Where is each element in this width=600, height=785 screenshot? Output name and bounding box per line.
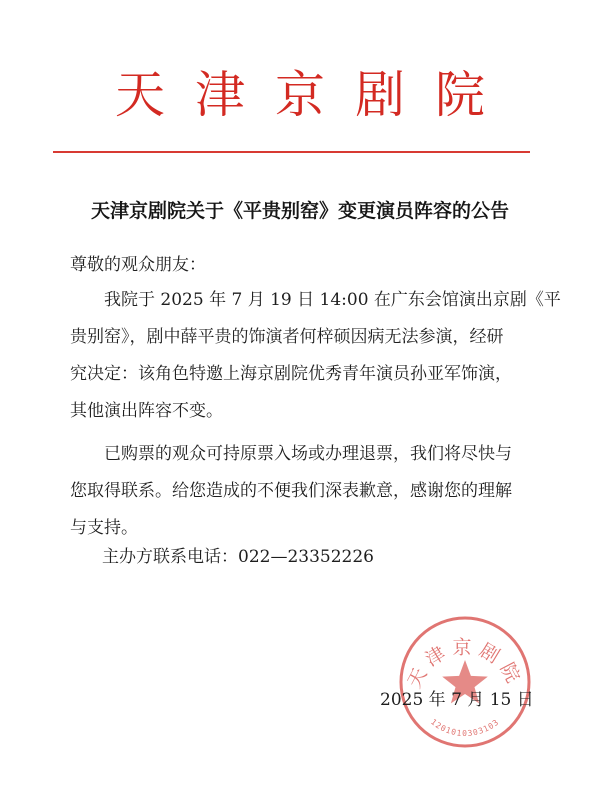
notice-title: 天津京剧院关于《平贵别窑》变更演员阵容的公告 xyxy=(90,200,509,222)
paragraph-1 xyxy=(70,282,561,430)
paragraph-2-line: 已购票的观众可持原票入场或办理退票，我们将尽快与 xyxy=(70,444,512,464)
letterhead-rule xyxy=(53,151,530,153)
paragraph-1-line: 其他演出阵容不变。 xyxy=(70,401,223,421)
seal-serial-textpath: 1201010303103 xyxy=(429,717,501,738)
notice-date: 2025 年 7 月 15 日 xyxy=(380,690,534,710)
paragraph-2-line: 您取得联系。给您造成的不便我们深表歉意，感谢您的理解 xyxy=(70,481,512,501)
seal-org-textpath: 天津京剧院 xyxy=(403,636,527,692)
paragraph-1-line: 贵别窑》，剧中薛平贵的饰演者何梓硕因病无法参演，经研 xyxy=(70,327,504,347)
paragraph-1-line: 究决定：该角色特邀上海京剧院优秀青年演员孙亚军饰演， xyxy=(70,364,512,384)
greeting: 尊敬的观众朋友： xyxy=(70,255,206,275)
contact-phone: 主办方联系电话：022—23352226 xyxy=(102,547,374,567)
paragraph-2 xyxy=(70,436,540,547)
paragraph-1-line: 我院于 2025 年 7 月 19 日 14:00 在广东会馆演出京剧《平 xyxy=(70,290,561,310)
letterhead-title: 天津京剧院 xyxy=(115,66,515,124)
paragraph-2-line: 与支持。 xyxy=(70,518,138,538)
seal-serial-text xyxy=(429,717,501,738)
